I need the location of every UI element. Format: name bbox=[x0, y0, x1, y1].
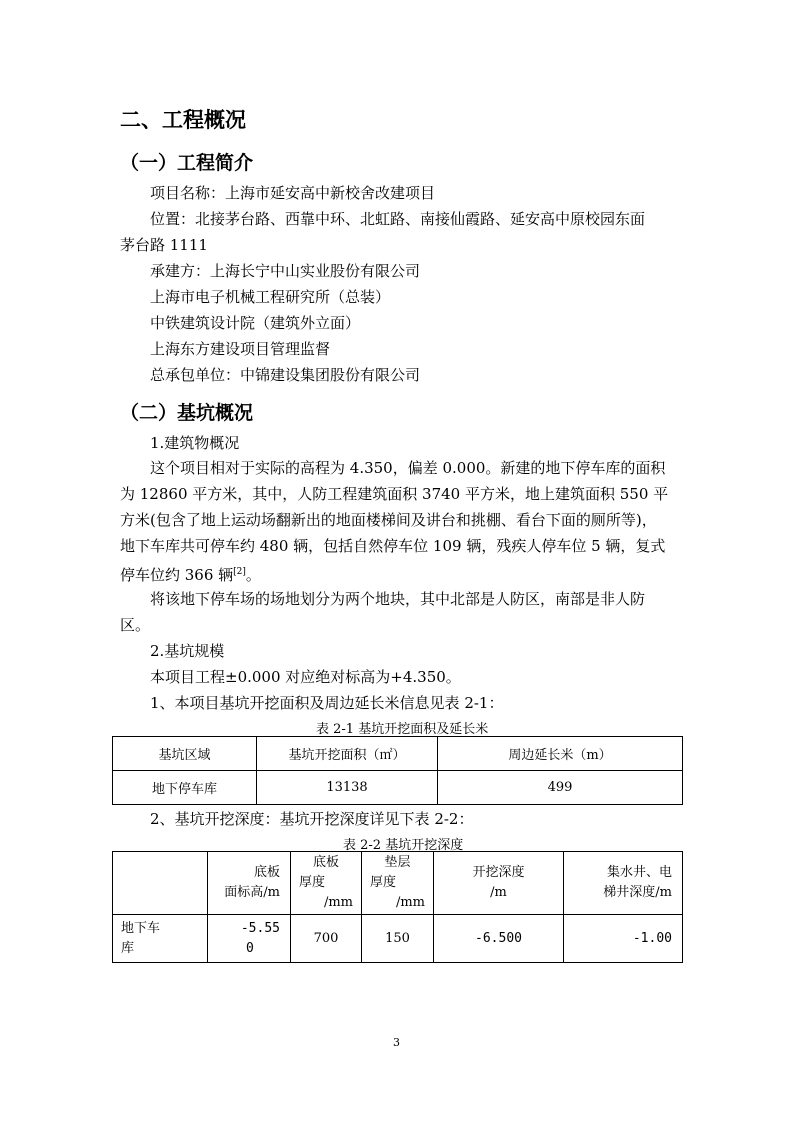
paragraph-2-line: 区。 bbox=[120, 616, 151, 634]
paragraph-1-line: 这个项目相对于实际的高程为 4.350，偏差 0.000。新建的地下停车库的面积 bbox=[150, 459, 666, 477]
table-header-cell bbox=[291, 852, 362, 915]
table-pit-depth bbox=[112, 851, 683, 963]
item-1-title: 1.建筑物概况 bbox=[150, 434, 240, 452]
paragraph-1-line: 方米(包含了地上运动场翻新出的地面楼梯间及讲台和挑棚、看台下面的厕所等)， bbox=[120, 511, 657, 529]
table-header-cell: 基坑区域 bbox=[113, 737, 257, 771]
cell-text: -5.55 bbox=[240, 920, 280, 936]
cell-text: 0 bbox=[246, 940, 254, 956]
table-cell bbox=[113, 915, 208, 963]
header-text: 梯井深度/m bbox=[603, 885, 672, 900]
table-cell: 700 bbox=[291, 915, 362, 963]
table-1-intro: 1、本项目基坑开挖面积及周边延长米信息见表 2-1： bbox=[150, 694, 504, 712]
table-header-cell: 基坑开挖面积（㎡） bbox=[257, 737, 438, 771]
organization-2: 中铁建筑设计院（建筑外立面） bbox=[150, 314, 361, 332]
table-cell bbox=[208, 915, 291, 963]
cell-text: 地下车 bbox=[121, 920, 161, 936]
table-cell: 13138 bbox=[257, 771, 438, 805]
section-title: 二、工程概况 bbox=[120, 108, 246, 132]
table-1-caption: 表 2-1 基坑开挖面积及延长米 bbox=[316, 722, 489, 737]
organization-3: 上海东方建设项目管理监督 bbox=[150, 340, 331, 358]
table-header-cell: 周边延长米（m） bbox=[438, 737, 683, 771]
paragraph-2-line: 将该地下停车场的场地划分为两个地块，其中北部是人防区，南部是非人防 bbox=[150, 590, 646, 608]
table-header-cell bbox=[434, 852, 564, 915]
location-line-1: 位置：北接茅台路、西靠中环、北虹路、南接仙霞路、延安高中原校园东面 bbox=[150, 210, 646, 228]
table-header-row bbox=[113, 852, 683, 915]
header-text: 厚度 bbox=[299, 875, 326, 890]
header-text: 底板 bbox=[253, 865, 280, 880]
header-text: 厚度 bbox=[370, 875, 397, 890]
header-text: 面标高/m bbox=[224, 885, 280, 900]
paragraph-1-line: 为 12860 平方米，其中，人防工程建筑面积 3740 平方米，地上建筑面积 550 平 bbox=[120, 485, 669, 503]
paragraph-1-last-text: 停车位约 366 辆 bbox=[120, 566, 234, 584]
project-name: 项目名称：上海市延安高中新校舍改建项目 bbox=[150, 184, 436, 202]
header-text: /mm bbox=[395, 895, 425, 910]
header-text: 集水井、电 bbox=[606, 865, 672, 880]
table-cell: 499 bbox=[438, 771, 683, 805]
table-cell: 150 bbox=[362, 915, 434, 963]
paragraph-1-line bbox=[120, 562, 261, 585]
cell-text: -1.00 bbox=[632, 931, 672, 946]
paragraph-1-end: 。 bbox=[245, 566, 261, 584]
table-2-caption: 表 2-2 基坑开挖深度 bbox=[343, 838, 464, 853]
elevation-note: 本项目工程±0.000 对应绝对标高为+4.350。 bbox=[150, 668, 461, 686]
subsection-title-overview: （一）工程简介 bbox=[120, 152, 254, 174]
subsection-title-pit: （二）基坑概况 bbox=[120, 402, 254, 424]
table-cell bbox=[564, 915, 683, 963]
table-2-intro: 2、基坑开挖深度：基坑开挖深度详见下表 2-2： bbox=[150, 810, 474, 828]
location-line-2: 茅台路 1111 bbox=[120, 236, 208, 254]
table-cell: -6.500 bbox=[434, 915, 564, 963]
page-number: 3 bbox=[393, 1036, 400, 1049]
header-text: 底板 bbox=[312, 855, 339, 870]
header-text: /m bbox=[490, 885, 507, 900]
table-pit-area bbox=[112, 736, 683, 805]
builder: 承建方：上海长宁中山实业股份有限公司 bbox=[150, 262, 421, 280]
cell-text: 库 bbox=[121, 940, 135, 956]
general-contractor: 总承包单位：中锦建设集团股份有限公司 bbox=[150, 366, 421, 384]
table-header-cell bbox=[208, 852, 291, 915]
header-text: /mm bbox=[323, 895, 353, 910]
table-cell: 地下停车库 bbox=[113, 771, 257, 805]
citation-ref: [2] bbox=[233, 567, 246, 577]
table-header-cell bbox=[564, 852, 683, 915]
table-row bbox=[113, 771, 683, 805]
organization-1: 上海市电子机械工程研究所（总装） bbox=[150, 288, 391, 306]
table-row bbox=[113, 915, 683, 963]
paragraph-1-line: 地下车库共可停车约 480 辆，包括自然停车位 109 辆，残疾人停车位 5 辆，复式 bbox=[120, 537, 666, 555]
table-header-cell-empty bbox=[113, 852, 208, 915]
item-2-title: 2.基坑规模 bbox=[150, 642, 225, 660]
header-text: 开挖深度 bbox=[472, 865, 525, 880]
table-header-row bbox=[113, 737, 683, 771]
table-header-cell bbox=[362, 852, 434, 915]
header-text: 垫层 bbox=[384, 855, 411, 870]
